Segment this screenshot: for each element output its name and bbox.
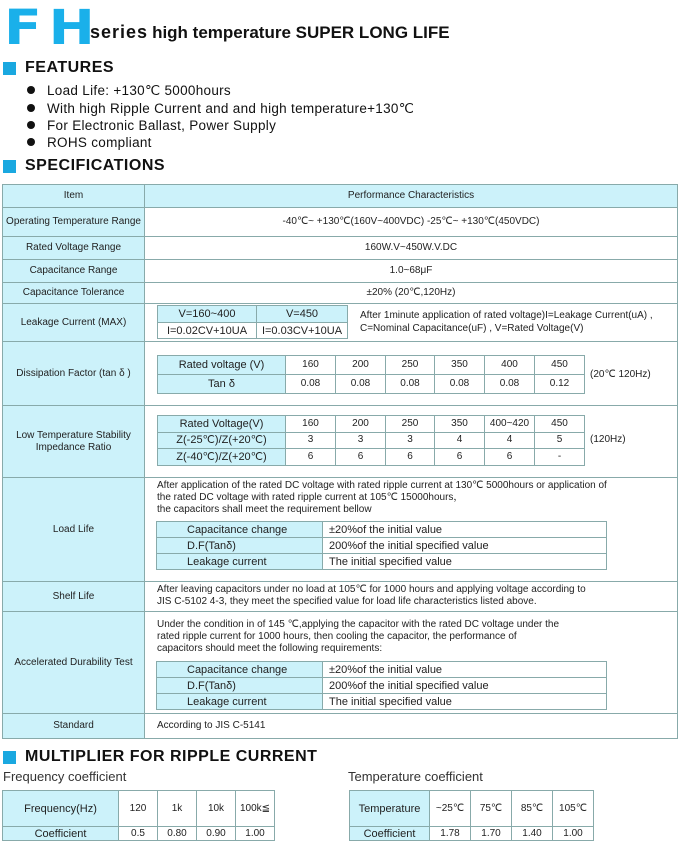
feature-item: ROHS compliant [27,135,152,150]
row-label-rated-voltage: Rated Voltage Range [2,236,145,260]
df-voltage: 200 [335,355,386,375]
df-value: 0.08 [285,374,336,394]
lts-value: 6 [434,448,485,466]
requirement-value: 200%of the initial specified value [322,677,607,694]
lts-row-label: Z(-25℃)/Z(+20℃) [157,432,286,450]
adt-text: Under the condition in of 145 ℃,applying the capacitor with the rated DC voltage under the [157,619,560,630]
temp-coef: 1.78 [429,826,471,841]
lts-value: 350 [434,415,485,433]
bullet-icon [27,104,35,112]
lts-value: 250 [385,415,435,433]
series-logo: FH [4,0,102,56]
row-label-shelf-life: Shelf Life [2,581,145,612]
feature-item: With high Ripple Current and and high temperature+130℃ [27,101,414,117]
load-life-text: After application of the rated DC voltage with rated ripple current at 130℃ 5000hours or application of [157,480,607,491]
row-label-adt: Accelerated Durability Test [2,611,145,714]
requirement-label: Leakage current [156,693,323,710]
feature-item: Load Life: +130℃ 5000hours [27,83,231,99]
temp-col: ~25℃ [429,790,471,827]
features-heading: FEATURES [25,59,115,76]
lts-value: 450 [534,415,585,433]
lts-row-label: Rated Voltage(V) [157,415,286,433]
requirement-label: Capacitance change [156,521,323,538]
bullet-icon [27,121,35,129]
row-label-cap-range: Capacitance Range [2,259,145,283]
df-row-label: Rated voltage (V) [157,355,286,375]
lts-value: 6 [285,448,336,466]
temp-col: 85℃ [511,790,553,827]
section-marker-icon [3,62,16,75]
df-voltage: 450 [534,355,585,375]
page-subtitle [90,22,450,43]
temp-coef-label: Coefficient [349,826,430,841]
requirement-value: ±20%of the initial value [322,661,607,678]
header-item: Item [2,184,145,208]
section-marker-icon [3,751,16,764]
requirement-label: Capacitance change [156,661,323,678]
freq-coef-title: Frequency coefficient [3,769,127,784]
temp-header-label: Temperature [349,790,430,827]
lts-value: 6 [484,448,535,466]
section-marker-icon [3,160,16,173]
row-label-cap-tol: Capacitance Tolerance [2,282,145,304]
multiplier-heading: MULTIPLIER FOR RIPPLE CURRENT [25,748,318,765]
lts-value: 3 [335,432,386,450]
row-label-lts: Low Temperature Stability Impedance Ratio [2,405,145,478]
lts-value: 4 [434,432,485,450]
df-voltage: 160 [285,355,336,375]
temp-col: 105℃ [552,790,594,827]
freq-coef-label: Coefficient [2,826,119,841]
freq-coef: 0.90 [196,826,236,841]
lts-note: (120Hz) [590,434,626,445]
standard-value: According to JIS C-5141 [144,713,678,739]
df-value: 0.08 [484,374,535,394]
adt-text: rated ripple current for 1000 hours, then cooling the capacitor, the performance of [157,631,517,642]
bullet-icon [27,86,35,94]
row-label-standard: Standard [2,713,145,739]
requirement-label: Leakage current [156,553,323,570]
cap-range-value: 1.0~68μF [144,259,678,283]
feature-item: For Electronic Ballast, Power Supply [27,118,276,133]
freq-header-label: Frequency(Hz) [2,790,119,827]
lts-value: 4 [484,432,535,450]
row-label-op-temp: Operating Temperature Range [2,207,145,237]
temp-coef: 1.00 [552,826,594,841]
lts-value: 160 [285,415,336,433]
subtitle-text: high temperature SUPER LONG LIFE [152,23,450,42]
freq-col: 120 [118,790,158,827]
load-life-text: the rated DC voltage with rated ripple current at 105℃ 15000hours， [157,492,464,503]
df-voltage: 250 [385,355,435,375]
freq-col: 100k≦ [235,790,275,827]
row-label-load-life: Load Life [2,477,145,582]
df-voltage: 400 [484,355,535,375]
lts-value: 5 [534,432,585,450]
header-performance: Performance Characteristics [144,184,678,208]
shelf-life-text: After leaving capacitors under no load at 105℃ for 1000 hours and applying voltage according to [157,584,586,595]
lts-value: 3 [285,432,336,450]
df-value: 0.12 [534,374,585,394]
rated-voltage-value: 160W.V~450W.V.DC [144,236,678,260]
temp-coef: 1.70 [470,826,512,841]
shelf-life-text: JIS C-5102 4-3, they meet the specified value for load life characteristics listed above. [157,596,537,607]
df-note: (20℃ 120Hz) [590,369,651,380]
load-life-text: the capacitors shall meet the requirement bellow [157,504,372,515]
leakage-h1: V=160~400 [157,305,257,323]
leakage-note: After 1minute application of rated voltage)I=Leakage Current(uA) , [360,310,653,321]
leakage-v2: I=0.03CV+10UA [256,322,348,339]
lts-value: 3 [385,432,435,450]
lts-row-label: Z(-40℃)/Z(+20℃) [157,448,286,466]
bullet-icon [27,138,35,146]
specifications-heading: SPECIFICATIONS [25,157,166,174]
freq-col: 10k [196,790,236,827]
freq-col: 1k [157,790,197,827]
row-label-leakage: Leakage Current (MAX) [2,303,145,342]
requirement-value: ±20%of the initial value [322,521,607,538]
df-voltage: 350 [434,355,485,375]
lts-value: 200 [335,415,386,433]
adt-text: capacitors should meet the following requirements: [157,643,383,654]
subtitle-prefix: series [90,22,149,42]
lts-value: 6 [335,448,386,466]
requirement-label: D.F(Tanδ) [156,537,323,554]
lts-value: 6 [385,448,435,466]
requirement-label: D.F(Tanδ) [156,677,323,694]
df-value: 0.08 [335,374,386,394]
row-label-df: Dissipation Factor (tan δ ) [2,341,145,406]
lts-value: - [534,448,585,466]
op-temp-value: -40℃~ +130℃(160V~400VDC) -25℃~ +130℃(450VDC) [144,207,678,237]
requirement-value: 200%of the initial specified value [322,537,607,554]
lts-value: 400~420 [484,415,535,433]
leakage-v1: I=0.02CV+10UA [157,322,257,339]
requirement-value: The initial specified value [322,693,607,710]
freq-coef: 0.5 [118,826,158,841]
requirement-value: The initial specified value [322,553,607,570]
temp-col: 75℃ [470,790,512,827]
freq-coef: 1.00 [235,826,275,841]
leakage-h2: V=450 [256,305,348,323]
df-value: 0.08 [385,374,435,394]
cap-tol-value: ±20% (20℃,120Hz) [144,282,678,304]
freq-coef: 0.80 [157,826,197,841]
df-row-label: Tan δ [157,374,286,394]
temp-coef: 1.40 [511,826,553,841]
leakage-note: C=Nominal Capacitance(uF) , V=Rated Voltage(V) [360,323,584,334]
temp-coef-title: Temperature coefficient [348,769,483,784]
df-value: 0.08 [434,374,485,394]
